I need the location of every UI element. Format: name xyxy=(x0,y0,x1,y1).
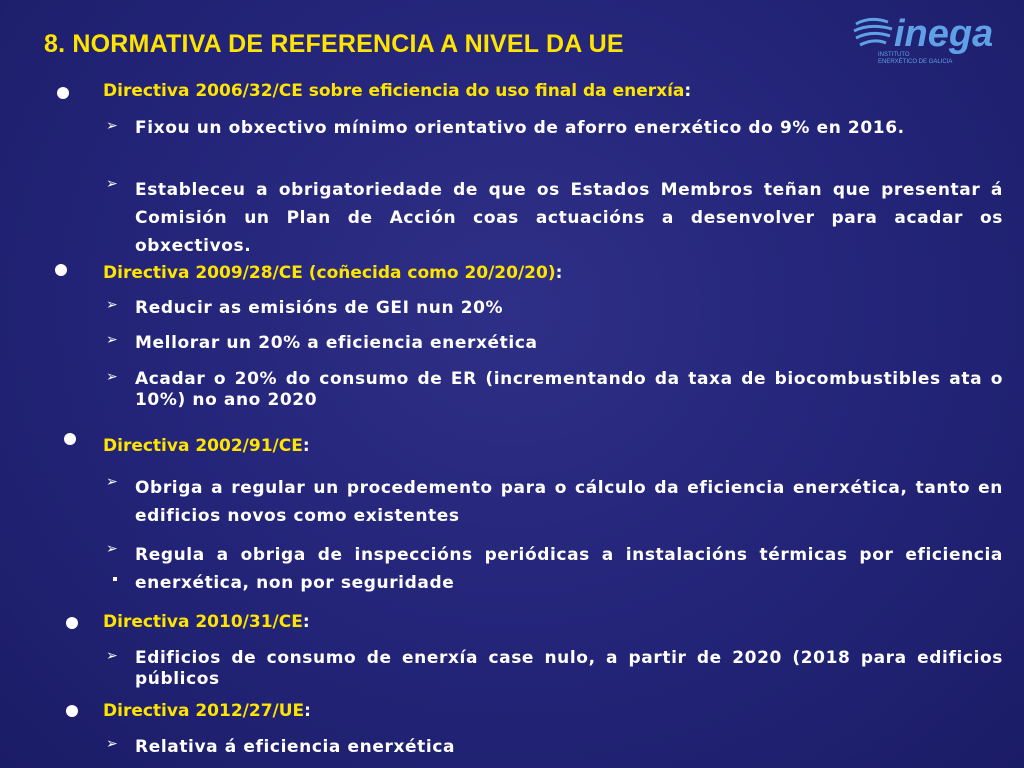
section-heading-text: Directiva 2009/28/CE (coñecida como 20/20/20) xyxy=(103,263,556,283)
list-item-text: Estableceu a obrigatoriedade de que os Estados Membros teñan que presentar á Comisión un Plan de Acción coas actuacións a desenvolver para acadar os obxectivos. xyxy=(135,180,1003,256)
section-heading-colon: : xyxy=(302,612,310,632)
arrow-bullet-icon: ➢ xyxy=(106,332,118,348)
section-heading-colon: : xyxy=(304,701,311,721)
slide-title: 8. NORMATIVA DE REFERENCIA A NIVEL DA UE xyxy=(44,30,624,58)
list-item xyxy=(106,541,1003,597)
section-heading-text: Directiva 2002/91/CE xyxy=(103,436,303,456)
list-item xyxy=(106,176,1003,260)
list-item xyxy=(106,332,1003,354)
list-item-text: Reducir as emisións de GEI nun 20% xyxy=(135,298,504,318)
logo-subtitle-1: INSTITUTO xyxy=(878,52,910,58)
arrow-bullet-icon: ➢ xyxy=(106,474,118,490)
arrow-bullet-icon: ➢ xyxy=(106,648,118,664)
section-heading-2006-32 xyxy=(103,80,691,102)
list-item xyxy=(106,297,1003,319)
list-item-text: Relativa á eficiencia enerxética xyxy=(135,737,456,757)
list-item xyxy=(106,648,1003,690)
section-heading-text: Directiva 2006/32/CE sobre eficiencia do uso final da enerxía xyxy=(103,81,685,101)
section-heading-2002-91 xyxy=(103,435,310,457)
list-item-text: Edificios de consumo de enerxía case nulo, a partir de 2020 (2018 para edificios públicos xyxy=(135,648,1003,689)
list-item xyxy=(106,474,1003,530)
section-bullet xyxy=(66,705,78,717)
section-bullet xyxy=(64,433,76,445)
wave-lines-icon xyxy=(852,10,1012,66)
list-item-text: Acadar o 20% do consumo de ER (incrementando da taxa de biocombustibles ata o 10%) no ano 2020 xyxy=(135,369,1003,410)
list-item-text: Regula a obriga de inspeccións periódicas a instalacións térmicas por eficiencia enerxética, non por seguridade xyxy=(135,545,1003,593)
arrow-bullet-icon: ➢ xyxy=(106,541,118,557)
section-heading-text: Directiva 2010/31/CE xyxy=(103,612,303,632)
list-item-text: Mellorar un 20% a eficiencia enerxética xyxy=(135,333,538,353)
list-item-text: Fixou un obxectivo mínimo orientativo de aforro enerxético do 9% en 2016. xyxy=(135,118,905,138)
arrow-bullet-icon: ➢ xyxy=(106,297,118,313)
section-bullet xyxy=(55,264,67,276)
section-heading-text: Directiva 2012/27/UE xyxy=(103,701,305,721)
logo-wordmark: inega xyxy=(894,13,994,55)
arrow-bullet-icon: ➢ xyxy=(106,736,118,752)
logo-subtitle-2: ENERXÉTICO DE GALICIA xyxy=(878,59,953,65)
inega-logo xyxy=(852,10,1012,66)
list-item xyxy=(106,736,1003,758)
arrow-bullet-icon: ➢ xyxy=(106,118,118,134)
section-heading-colon: : xyxy=(302,436,310,456)
section-bullet xyxy=(57,87,69,99)
section-bullet xyxy=(66,617,78,629)
section-heading-colon: : xyxy=(684,81,692,101)
section-heading-2010-31 xyxy=(103,611,310,633)
section-heading-colon: : xyxy=(555,263,563,283)
stray-marker xyxy=(113,577,117,581)
list-item-text: Obriga a regular un procedemento para o cálculo da eficiencia enerxética, tanto en edificios novos como existentes xyxy=(135,478,1003,526)
list-item xyxy=(106,118,1003,139)
section-heading-2012-27 xyxy=(103,700,311,722)
section-heading-2009-28 xyxy=(103,262,562,284)
arrow-bullet-icon: ➢ xyxy=(106,176,118,192)
list-item xyxy=(106,369,1003,411)
arrow-bullet-icon: ➢ xyxy=(106,369,118,385)
